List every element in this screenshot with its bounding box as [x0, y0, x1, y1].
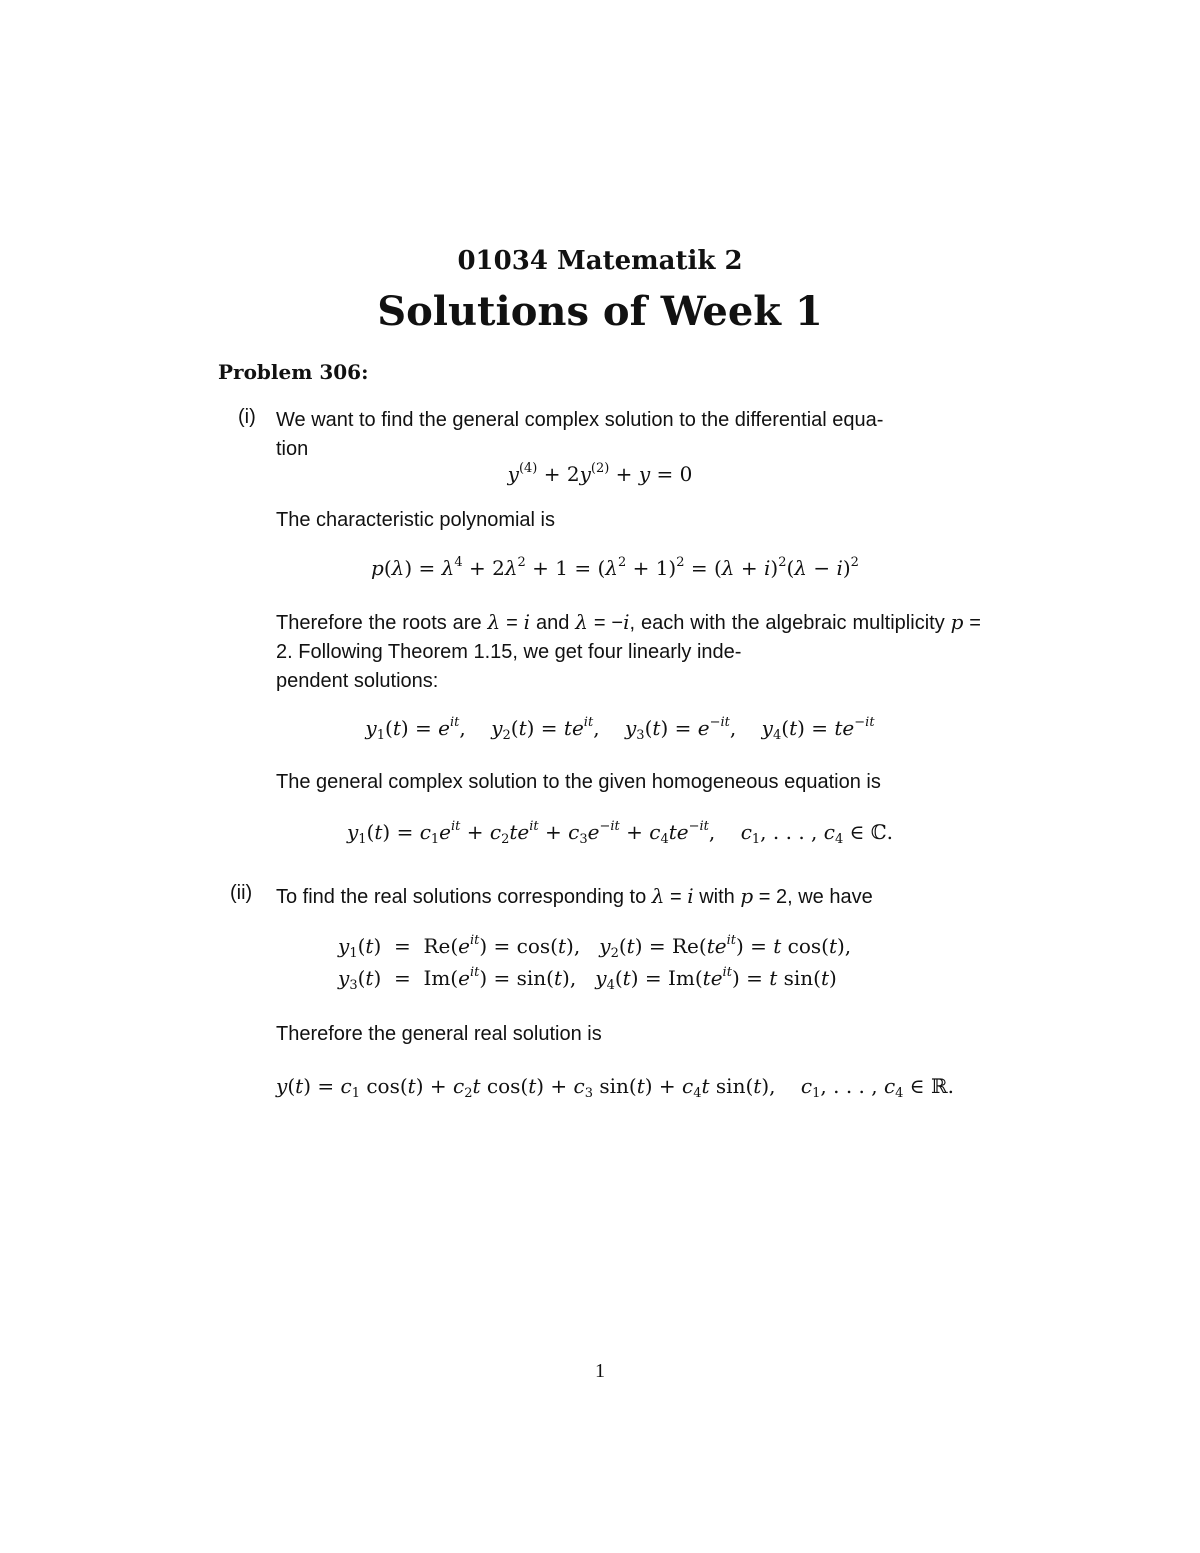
char-poly-text: The characteristic polynomial is	[276, 509, 555, 531]
page-number: 1	[595, 1360, 605, 1382]
general-real-solution: $y(t) = c_1$ $\cos(t) + c_2t$ $\cos(t) + c_3$ $\sin(t) + c_4t$ sin(t), $c_1$, . . . , $c_4$ ∈ ℝ.	[276, 1074, 954, 1101]
part-i-intro: We want to find the general complex solution to the differential equa- tion	[276, 409, 884, 460]
real-solutions-row-2: $y_3(t) = Im(e^{it}) = \sin(t)$, $y_4(t) = Im(te^{it}) = t$ sin(t)	[338, 965, 837, 993]
characteristic-polynomial: $p(\lambda) = \lambda^4 + 2\lambda^2 + 1 = (\lambda^2 + 1)^2 = (\lambda + i)^2(\lambda - i)^2$	[371, 555, 859, 580]
problem-heading: Problem 306:	[218, 360, 369, 384]
part-ii-intro: To find the real solutions corresponding to λ = i with p = 2, we have	[276, 884, 873, 908]
basis-solutions: $y_1(t) = e^{it}$, $y_2(t) = te^{it}$, $y_3(t) = e^{-it}$, $y_4(t) = te^{-it}$	[365, 715, 875, 743]
page-title: Solutions of Week 1	[377, 288, 823, 335]
part-i-label: (i)	[238, 406, 256, 428]
differential-equation: $y^{(4)} + 2y^{(2)} + y = 0$	[507, 461, 693, 486]
general-real-text: Therefore the general real solution is	[276, 1023, 602, 1045]
roots-text: Therefore the roots are λ = i and λ = −i, each with the algebraic multiplicity p = 2. Following Theorem 1.15, we get four linearly inde- pendent solutions:	[276, 610, 981, 692]
real-solutions-row-1: $y_1(t) = Re(e^{it}) = \cos(t)$, $y_2(t) = Re(te^{it}) = t$ cos(t),	[338, 933, 852, 961]
course-title: 01034 Matematik 2	[457, 246, 743, 276]
general-complex-solution: $y_1(t) = c_1e^{it} + c_2te^{it} + c_3e^{-it} + c_4te^{-it}$, $c_1$, . . . , $c_4$ ∈ ℂ.	[346, 819, 894, 847]
general-complex-text: The general complex solution to the given homogeneous equation is	[276, 771, 881, 793]
part-ii-label: (ii)	[230, 882, 253, 904]
